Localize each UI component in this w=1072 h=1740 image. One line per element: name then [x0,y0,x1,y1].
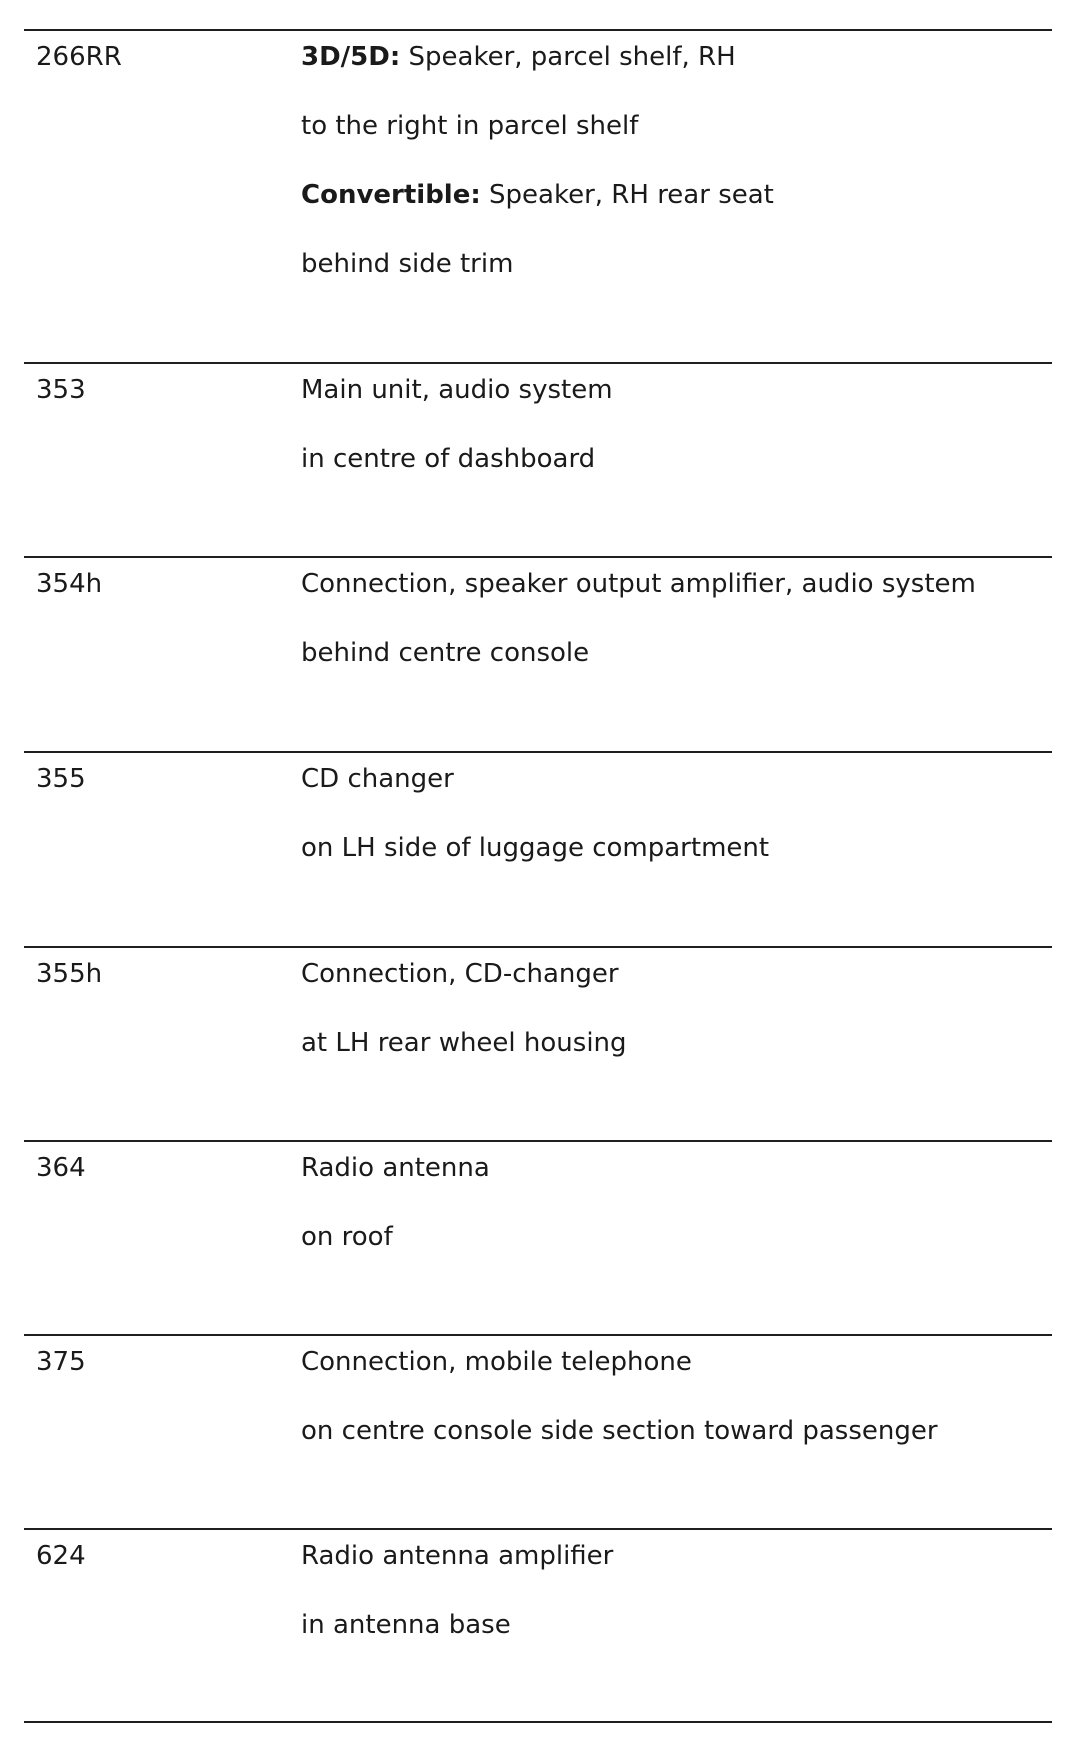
location-line: to the right in parcel shelf [301,111,639,141]
row-divider [24,556,1052,558]
component-description [301,1540,1051,1641]
description-line: Connection, CD-changer [301,959,619,989]
description-line: Radio antenna [301,1153,490,1183]
description-line: Radio antenna amplifier [301,1541,614,1571]
location-line: on LH side of luggage compartment [301,833,770,863]
component-location-table [24,0,1052,1740]
row-divider [24,362,1052,364]
component-description [301,41,1051,280]
row-divider [24,1140,1052,1142]
row-divider [24,29,1052,31]
row-divider [24,1721,1052,1723]
row-divider [24,1334,1052,1336]
description-line: Connection, speaker output amplifier, audio system [301,569,976,599]
component-code: 624 [36,1541,86,1571]
component-description [301,374,1051,475]
component-description [301,958,1051,1059]
location-line: at LH rear wheel housing [301,1028,627,1058]
variant-label: 3D/5D: [301,42,401,72]
component-code: 353 [36,375,86,405]
description-line: Main unit, audio system [301,375,613,405]
row-divider [24,1528,1052,1530]
component-code: 354h [36,569,103,599]
location-line: on centre console side section toward passenger [301,1416,938,1446]
location-line: in centre of dashboard [301,444,596,474]
description-line [301,179,1051,211]
description-line [301,41,1051,73]
description-line: Connection, mobile telephone [301,1347,692,1377]
component-code: 364 [36,1153,86,1183]
description-line: CD changer [301,764,454,794]
row-divider [24,946,1052,948]
description-text: Speaker, parcel shelf, RH [400,42,736,72]
row-divider [24,751,1052,753]
component-code: 355h [36,959,103,989]
location-line: behind side trim [301,249,514,279]
component-code: 375 [36,1347,86,1377]
component-code: 355 [36,764,86,794]
location-line: in antenna base [301,1610,511,1640]
component-description [301,1152,1051,1253]
component-description [301,763,1051,864]
location-line: on roof [301,1222,393,1252]
component-description [301,1346,1051,1447]
location-line: behind centre console [301,638,590,668]
component-description [301,568,1051,669]
description-text: Speaker, RH rear seat [480,180,774,210]
variant-label: Convertible: [301,180,481,210]
component-code: 266RR [36,42,122,72]
